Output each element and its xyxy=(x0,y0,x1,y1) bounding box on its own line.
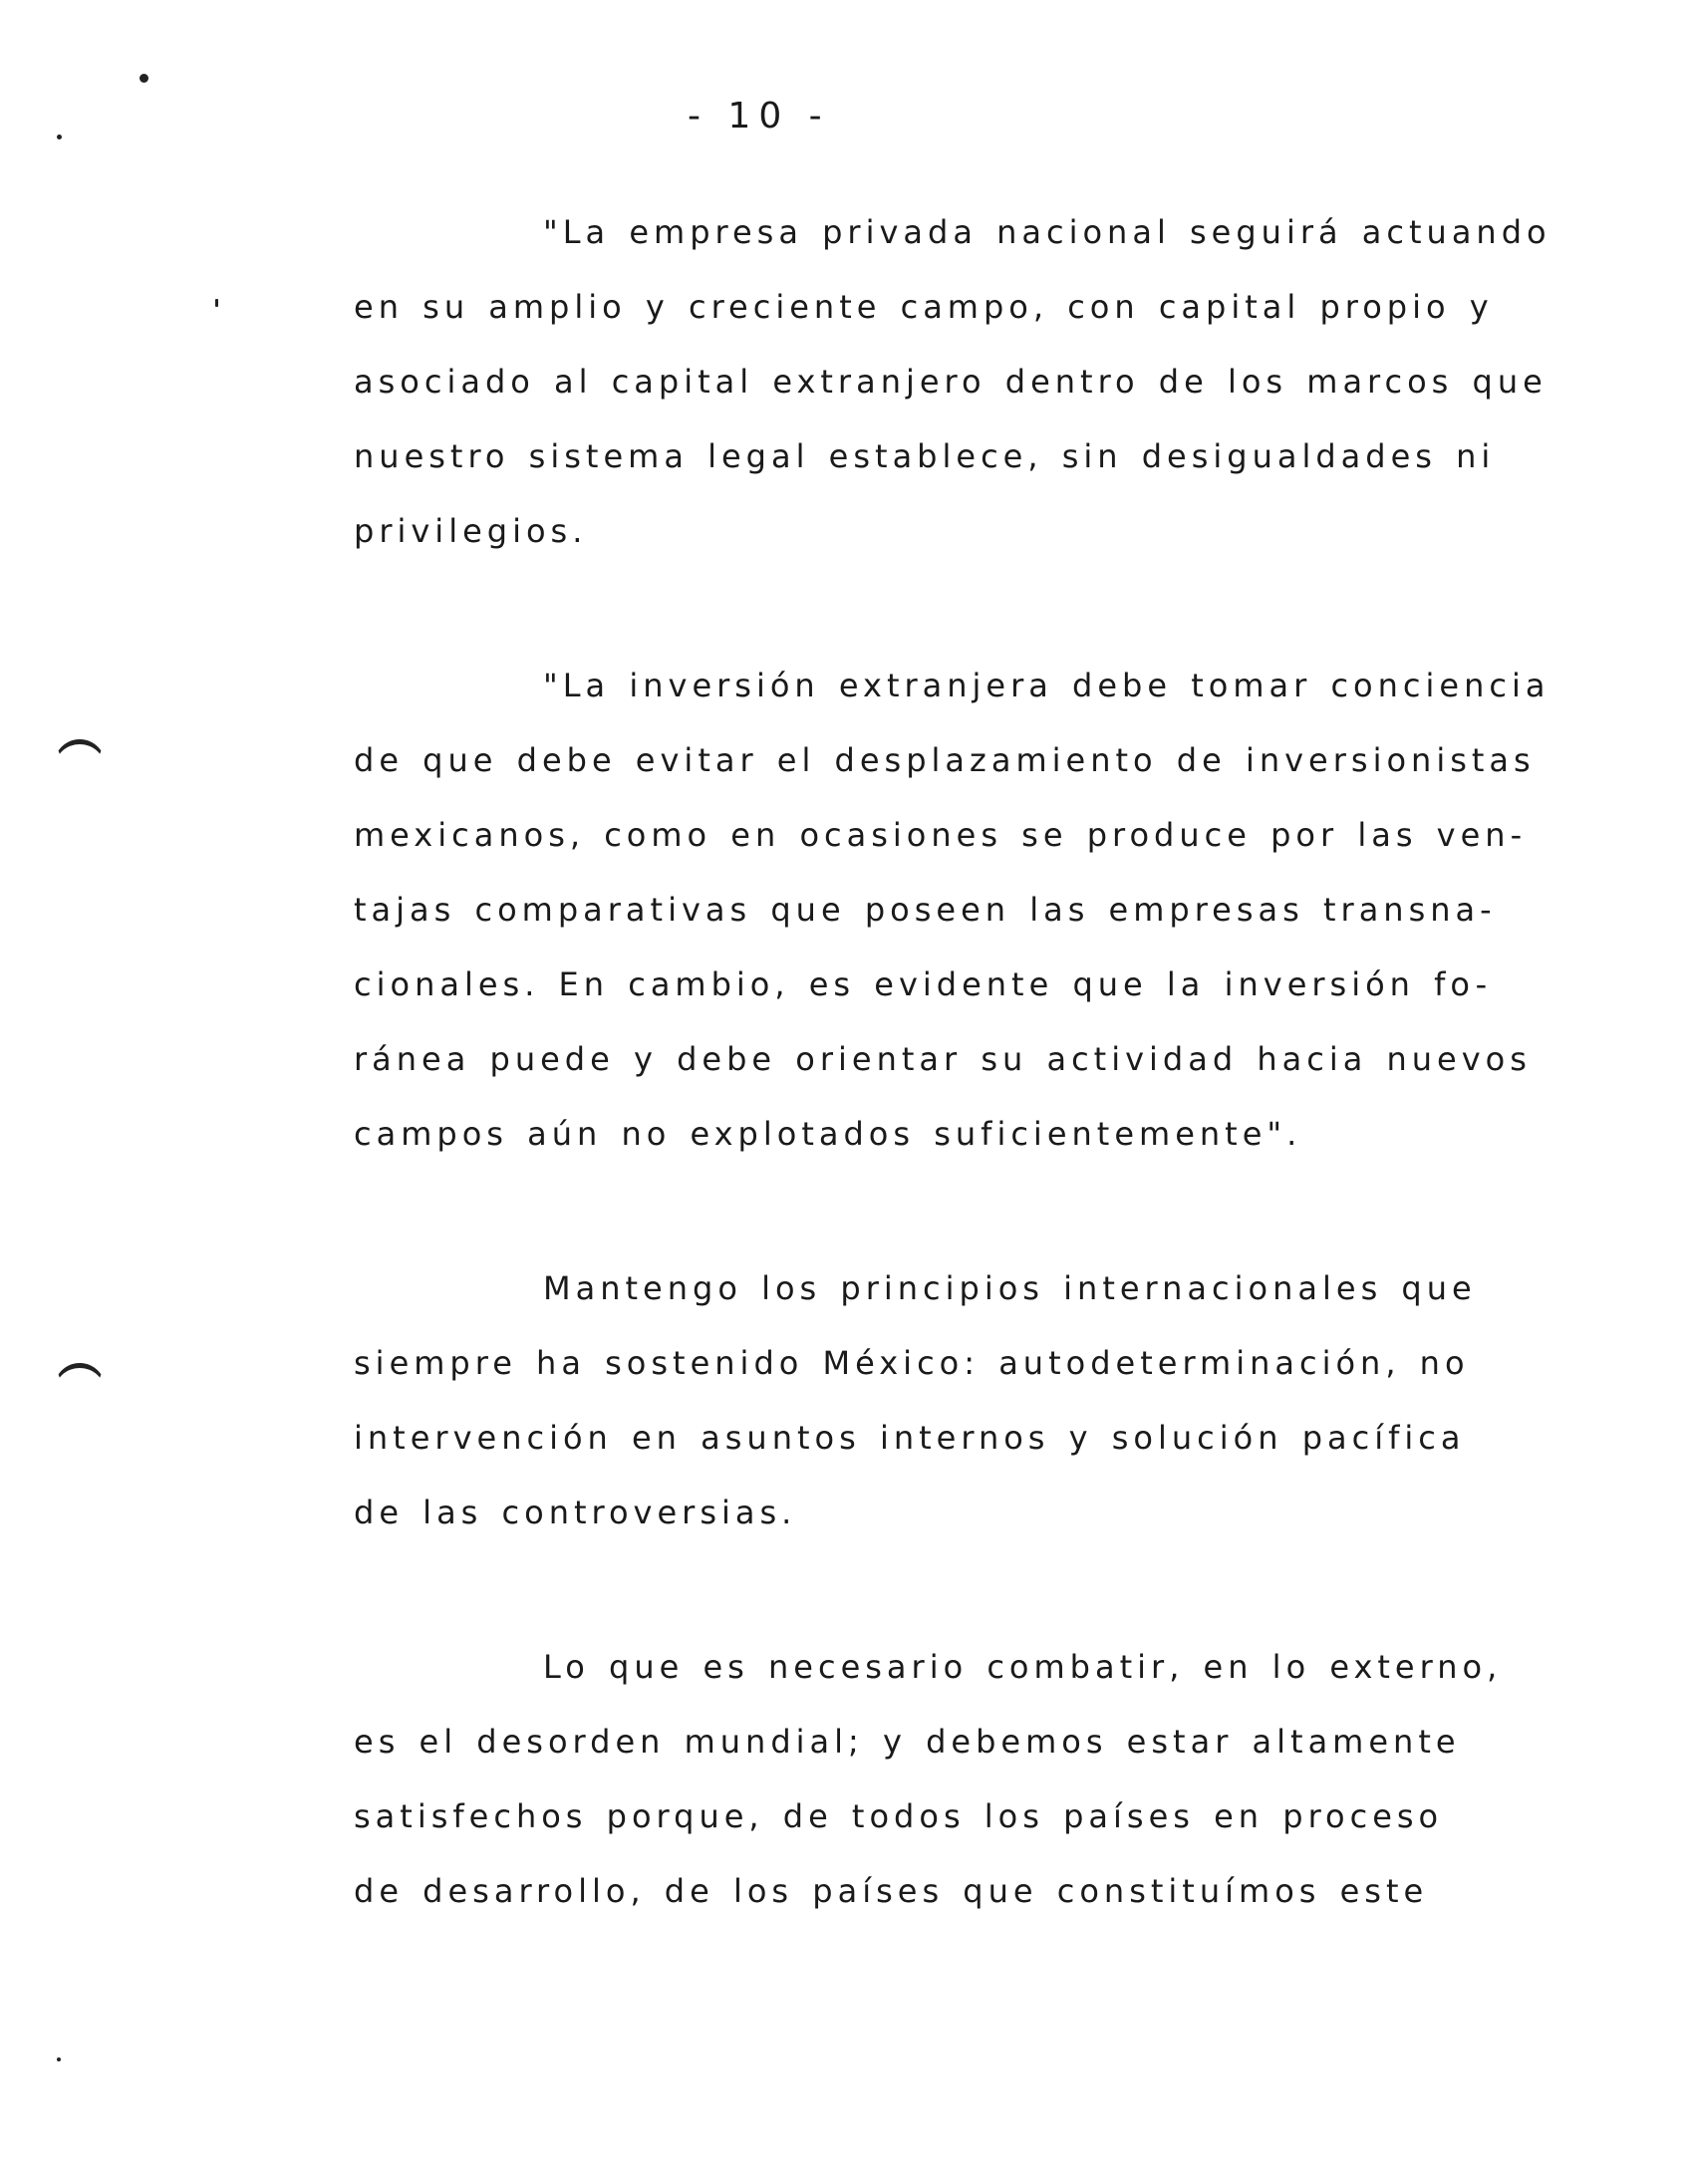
text-line: intervención en asuntos internos y solución pacífica xyxy=(354,1419,1466,1457)
text-line: siempre ha sostenido México: autodeterminación, no xyxy=(354,1344,1470,1382)
text-line: campos aún no explotados suficientemente". xyxy=(354,1115,1302,1153)
text-line: cionales. En cambio, es evidente que la inversión fo- xyxy=(354,965,1493,1003)
text-line: es el desorden mundial; y debemos estar altamente xyxy=(354,1723,1461,1761)
text-line: de que debe evitar el desplazamiento de inversionistas xyxy=(354,741,1536,779)
text-line: Mantengo los principios internacionales que xyxy=(543,1269,1477,1307)
scan-dot-artifact xyxy=(215,299,218,307)
text-line: "La inversión extranjera debe tomar conciencia xyxy=(543,667,1550,704)
hole-punch-mark xyxy=(54,1363,106,1416)
scan-dot-artifact xyxy=(57,135,62,139)
paragraph-empresa-privada xyxy=(354,195,1679,569)
paragraph-desorden-mundial xyxy=(354,1630,1679,1929)
text-line: en su amplio y creciente campo, con capital propio y xyxy=(354,288,1494,326)
text-line: nuestro sistema legal establece, sin desigualdades ni xyxy=(354,437,1496,475)
text-line: privilegios. xyxy=(354,512,588,550)
text-line: satisfechos porque, de todos los países en proceso xyxy=(354,1797,1444,1835)
scan-dot-artifact xyxy=(140,74,148,83)
text-line: tajas comparativas que poseen las empresas transna- xyxy=(354,891,1497,929)
paragraph-inversion-extranjera xyxy=(354,649,1679,1172)
text-line: ránea puede y debe orientar su actividad hacia nuevos xyxy=(354,1040,1532,1078)
paragraph-principios-internacionales xyxy=(354,1251,1679,1550)
text-line: "La empresa privada nacional seguirá actuando xyxy=(543,213,1551,251)
page-number: - 10 - xyxy=(688,96,830,136)
text-line: asociado al capital extranjero dentro de los marcos que xyxy=(354,363,1548,401)
text-line: Lo que es necesario combatir, en lo externo, xyxy=(543,1648,1503,1686)
hole-punch-mark xyxy=(54,739,106,792)
scan-dot-artifact xyxy=(57,2057,61,2061)
text-line: de desarrollo, de los países que constituímos este xyxy=(354,1872,1429,1910)
text-line: mexicanos, como en ocasiones se produce por las ven- xyxy=(354,816,1528,854)
text-line: de las controversias. xyxy=(354,1494,797,1531)
